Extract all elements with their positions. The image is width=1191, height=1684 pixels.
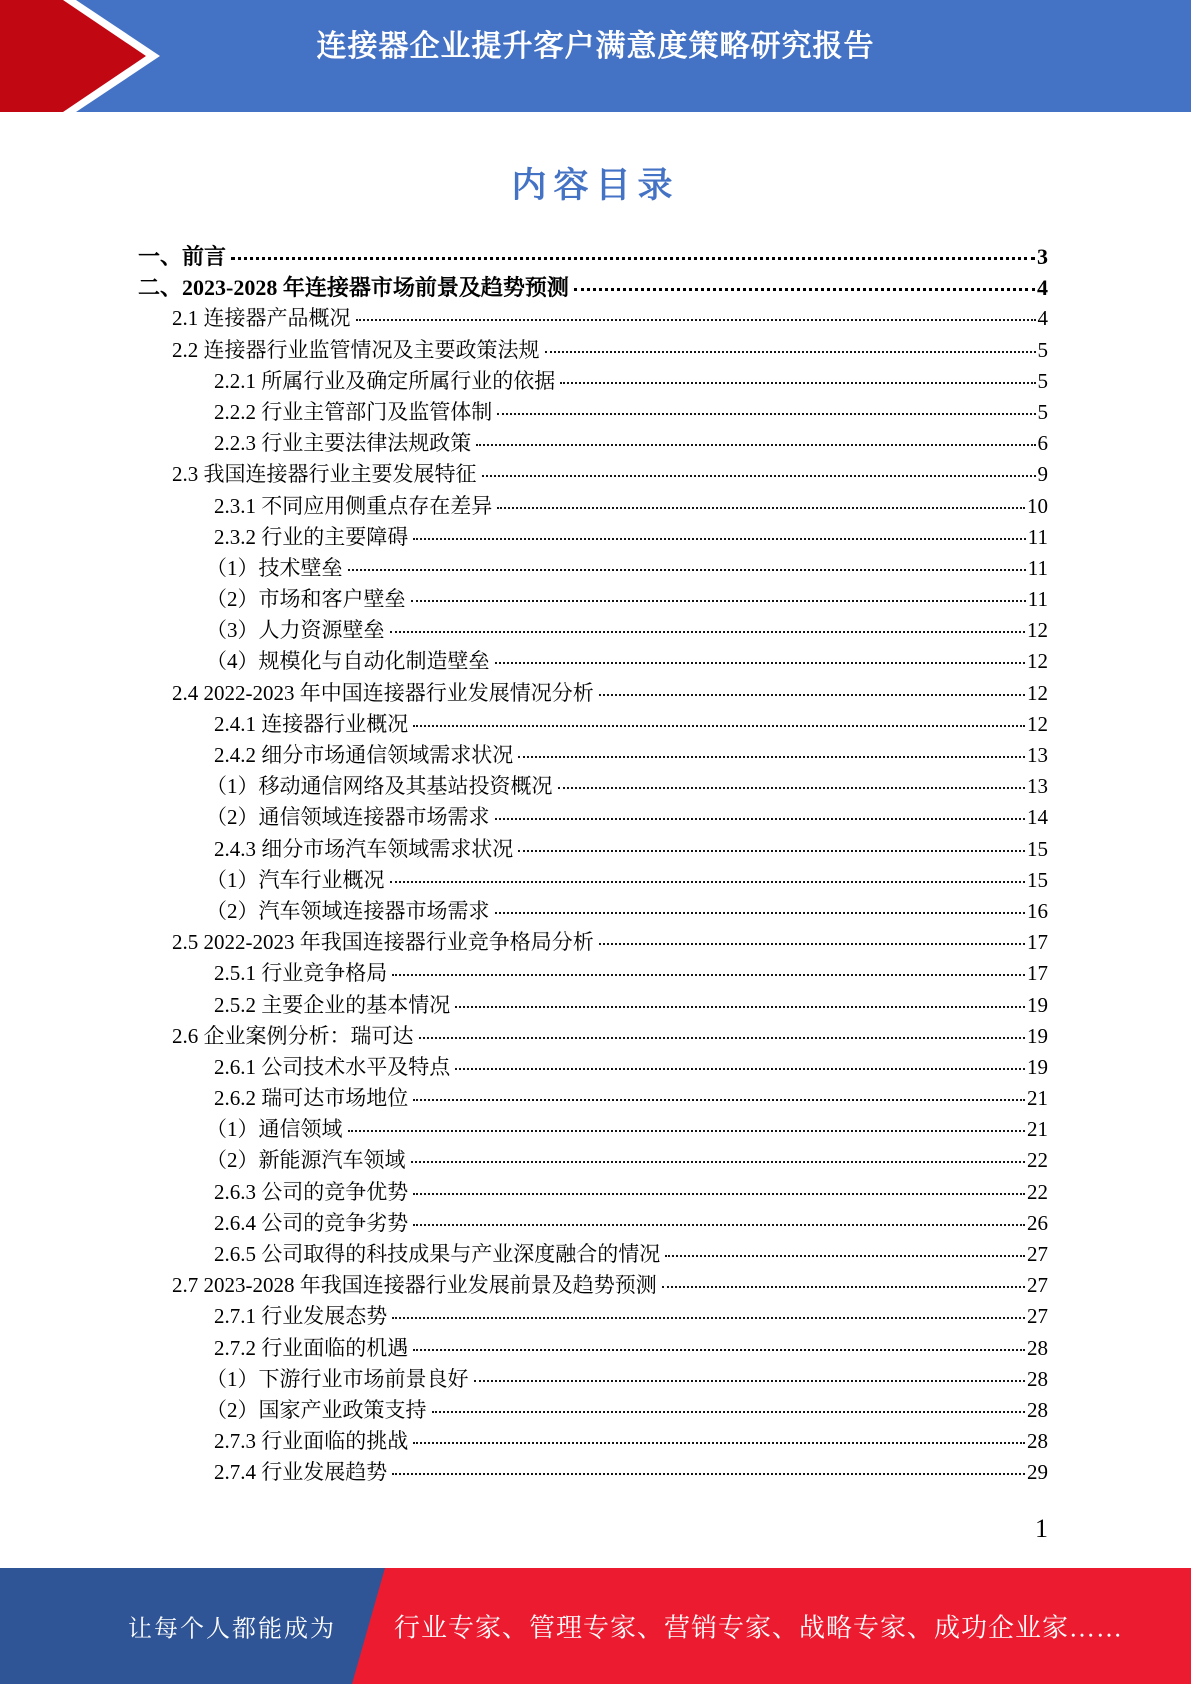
toc-page-number: 28 <box>1027 1335 1048 1360</box>
header-bar <box>0 0 1191 112</box>
toc-entry[interactable] <box>138 802 1048 833</box>
toc-page-number: 19 <box>1027 992 1048 1017</box>
toc-entry[interactable] <box>138 927 1048 958</box>
toc-entry-label: 2.7 2023-2028 年我国连接器行业发展前景及趋势预测 <box>172 1273 657 1298</box>
toc-leader-dots <box>599 943 1025 945</box>
toc-entry-label: 2.2.1 所属行业及确定所属行业的依据 <box>214 368 556 393</box>
toc-leader-dots <box>574 288 1035 291</box>
toc-page-number: 17 <box>1027 961 1048 986</box>
toc-entry[interactable] <box>138 553 1048 584</box>
toc-leader-dots <box>413 1442 1025 1444</box>
toc-entry[interactable] <box>138 335 1048 366</box>
toc-entry-label: （2）新能源汽车领域 <box>206 1148 406 1173</box>
toc-leader-dots <box>390 881 1026 883</box>
toc-leader-dots <box>413 538 1026 540</box>
toc-entry[interactable] <box>138 646 1048 677</box>
toc-entry-label: 2.6 企业案例分析：瑞可达 <box>172 1023 414 1048</box>
toc-entry-label: 2.4.1 连接器行业概况 <box>214 711 409 736</box>
toc-leader-dots <box>413 1349 1025 1351</box>
toc-entry[interactable] <box>138 459 1048 490</box>
toc-page-number: 14 <box>1027 805 1048 830</box>
toc-entry[interactable] <box>138 958 1048 989</box>
toc-entry-label: （4）规模化与自动化制造壁垒 <box>206 649 490 674</box>
toc-entry[interactable] <box>138 241 1048 272</box>
toc-entry-label: 2.3 我国连接器行业主要发展特征 <box>172 462 477 487</box>
toc-entry-label: 2.2 连接器行业监管情况及主要政策法规 <box>172 337 540 362</box>
toc-leader-dots <box>392 1473 1025 1475</box>
toc-entry-label: （3）人力资源壁垒 <box>206 618 385 643</box>
toc-entry-label: 2.4.2 细分市场通信领域需求状况 <box>214 743 514 767</box>
toc-entry[interactable] <box>138 615 1048 646</box>
toc-page-number: 28 <box>1027 1429 1048 1454</box>
toc-entry-label: 一、前言 <box>138 244 227 269</box>
toc-leader-dots <box>392 1317 1025 1319</box>
toc-page-number: 28 <box>1027 1366 1048 1391</box>
toc-page-number: 12 <box>1027 680 1048 705</box>
toc-entry-label: 2.5.1 行业竞争格局 <box>214 961 388 986</box>
toc-page-number: 21 <box>1027 1086 1048 1111</box>
toc-entry-label: （2）市场和客户壁垒 <box>206 587 406 612</box>
toc-leader-dots <box>348 1130 1026 1132</box>
toc-leader-dots <box>356 319 1036 321</box>
toc-page-number: 11 <box>1027 587 1048 612</box>
toc-page-number: 29 <box>1027 1460 1048 1485</box>
footer-slogan-left: 让每个人都能成为 <box>128 1616 336 1643</box>
toc-entry-label: 2.6.4 公司的竞争劣势 <box>214 1210 409 1235</box>
report-title: 连接器企业提升客户满意度策略研究报告 <box>316 30 875 63</box>
toc-leader-dots <box>495 818 1026 820</box>
toc-leader-dots <box>662 1286 1025 1288</box>
toc-leader-dots <box>231 257 1035 260</box>
toc-leader-dots <box>392 974 1025 976</box>
toc-entry[interactable] <box>138 1333 1048 1364</box>
toc-entry-label: 2.5.2 主要企业的基本情况 <box>214 992 451 1017</box>
toc-page-number: 13 <box>1027 743 1048 767</box>
toc-page-number: 5 <box>1037 368 1048 393</box>
toc-leader-dots <box>455 1006 1025 1008</box>
toc-page-number: 4 <box>1037 275 1048 301</box>
toc-page-number: 27 <box>1027 1242 1048 1266</box>
footer-band <box>0 1568 1191 1684</box>
toc-leader-dots <box>599 694 1025 696</box>
toc-entry-label: 2.7.4 行业发展趋势 <box>214 1460 388 1485</box>
toc-leader-dots <box>476 444 1035 446</box>
toc-entry[interactable] <box>138 865 1048 896</box>
toc-leader-dots <box>413 1224 1025 1226</box>
toc-page-number: 21 <box>1027 1117 1048 1142</box>
toc-page-number: 3 <box>1037 244 1048 269</box>
toc-page-number: 11 <box>1027 555 1048 580</box>
toc-page-number: 15 <box>1027 836 1048 861</box>
toc-entry[interactable] <box>138 740 1048 771</box>
toc-page-number: 11 <box>1027 524 1048 549</box>
toc-entry[interactable] <box>138 1083 1048 1114</box>
toc-page-number: 4 <box>1037 306 1048 331</box>
toc-list <box>138 241 1048 1489</box>
toc-entry-label: （1）下游行业市场前景良好 <box>206 1366 469 1391</box>
toc-entry[interactable] <box>138 522 1048 553</box>
toc-leader-dots <box>497 413 1035 415</box>
toc-entry[interactable] <box>138 428 1048 459</box>
toc-page-number: 15 <box>1027 867 1048 892</box>
toc-entry[interactable] <box>138 771 1048 802</box>
toc-entry[interactable] <box>138 834 1048 865</box>
toc-page-number: 19 <box>1027 1054 1048 1079</box>
toc-leader-dots <box>482 475 1036 477</box>
toc-entry-label: 2.5 2022-2023 年我国连接器行业竞争格局分析 <box>172 930 594 955</box>
toc-page-number: 28 <box>1027 1397 1048 1422</box>
toc-leader-dots <box>413 725 1025 727</box>
toc-leader-dots <box>390 631 1026 633</box>
toc-entry[interactable] <box>138 366 1048 397</box>
toc-entry[interactable] <box>138 1395 1048 1426</box>
toc-entry-label: （2）通信领域连接器市场需求 <box>206 805 490 830</box>
toc-leader-dots <box>348 569 1026 571</box>
toc-entry[interactable] <box>138 1364 1048 1395</box>
toc-page-number: 26 <box>1027 1210 1048 1235</box>
toc-leader-dots <box>411 600 1026 602</box>
toc-leader-dots <box>518 756 1025 758</box>
toc-entry[interactable] <box>138 1208 1048 1239</box>
toc-entry[interactable] <box>138 584 1048 615</box>
toc-entry-label: 2.7.1 行业发展态势 <box>214 1304 388 1329</box>
toc-entry[interactable] <box>138 1114 1048 1145</box>
toc-entry-label: 2.6.5 公司取得的科技成果与产业深度融合的情况 <box>214 1242 661 1266</box>
toc-page-number: 27 <box>1027 1304 1048 1329</box>
toc-leader-dots <box>560 382 1035 384</box>
toc-leader-dots <box>455 1068 1025 1070</box>
toc-page-number: 17 <box>1027 930 1048 955</box>
toc-entry-label: 2.3.2 行业的主要障碍 <box>214 524 409 549</box>
toc-page-number: 5 <box>1037 399 1048 424</box>
page-title: 内容目录 <box>511 166 680 205</box>
toc-page-number: 9 <box>1037 462 1048 487</box>
toc-entry[interactable] <box>138 1052 1048 1083</box>
toc-page-number: 12 <box>1027 711 1048 736</box>
footer-slogan-right: 行业专家、管理专家、营销专家、战略专家、成功企业家…… <box>394 1613 1124 1643</box>
toc-entry[interactable] <box>138 1177 1048 1208</box>
toc-page-number: 12 <box>1027 649 1048 674</box>
toc-entry[interactable] <box>138 709 1048 740</box>
toc-page-number: 10 <box>1027 493 1048 518</box>
toc-page-number: 13 <box>1027 774 1048 799</box>
toc-entry-label: （1）移动通信网络及其基站投资概况 <box>206 774 553 799</box>
toc-entry-label: 二、2023-2028 年连接器市场前景及趋势预测 <box>138 275 569 301</box>
toc-page-number: 5 <box>1037 337 1048 362</box>
toc-entry[interactable] <box>138 1301 1048 1332</box>
toc-entry-label: 2.6.1 公司技术水平及特点 <box>214 1054 451 1079</box>
toc-entry[interactable] <box>138 896 1048 927</box>
toc-entry-label: （1）汽车行业概况 <box>206 867 385 892</box>
toc-entry[interactable] <box>138 1457 1048 1488</box>
toc-leader-dots <box>495 912 1026 914</box>
toc-leader-dots <box>665 1255 1025 1257</box>
toc-entry[interactable] <box>138 1270 1048 1301</box>
toc-leader-dots <box>432 1411 1026 1413</box>
toc-page-number: 22 <box>1027 1179 1048 1204</box>
toc-page-number: 6 <box>1037 431 1048 456</box>
page-number-label: 1 <box>1035 1514 1048 1543</box>
toc-leader-dots <box>413 1193 1025 1195</box>
toc-entry-label: 2.7.3 行业面临的挑战 <box>214 1429 409 1454</box>
toc-leader-dots <box>518 850 1025 852</box>
toc-leader-dots <box>413 1099 1025 1101</box>
toc-entry-label: （2）国家产业政策支持 <box>206 1397 427 1422</box>
toc-entry-label: 2.2.3 行业主要法律法规政策 <box>214 431 472 456</box>
toc-entry-label: 2.2.2 行业主管部门及监管体制 <box>214 399 493 424</box>
toc-entry-label: 2.1 连接器产品概况 <box>172 306 351 331</box>
toc-entry-label: 2.4.3 细分市场汽车领域需求状况 <box>214 836 514 861</box>
toc-leader-dots <box>495 662 1026 664</box>
toc-entry[interactable] <box>138 990 1048 1021</box>
toc-leader-dots <box>411 1161 1026 1163</box>
toc-page-number: 19 <box>1027 1023 1048 1048</box>
toc-entry-label: 2.3.1 不同应用侧重点存在差异 <box>214 493 493 518</box>
toc-entry-label: 2.4 2022-2023 年中国连接器行业发展情况分析 <box>172 680 594 705</box>
toc-page-number: 22 <box>1027 1148 1048 1173</box>
toc-entry[interactable] <box>138 1021 1048 1052</box>
toc-leader-dots <box>497 507 1025 509</box>
toc-leader-dots <box>474 1380 1026 1382</box>
toc-entry-label: 2.7.2 行业面临的机遇 <box>214 1335 409 1360</box>
toc-leader-dots <box>419 1037 1026 1039</box>
toc-leader-dots <box>545 351 1036 353</box>
toc-page-number: 12 <box>1027 618 1048 643</box>
toc-entry[interactable] <box>138 1145 1048 1176</box>
toc-entry[interactable] <box>138 678 1048 709</box>
toc-entry[interactable] <box>138 397 1048 428</box>
toc-entry-label: （1）技术壁垒 <box>206 555 343 580</box>
toc-leader-dots <box>558 787 1026 789</box>
toc-entry[interactable] <box>138 491 1048 522</box>
toc-page-number: 16 <box>1027 898 1048 923</box>
toc-entry-label: 2.6.2 瑞可达市场地位 <box>214 1086 409 1111</box>
toc-entry[interactable] <box>138 1239 1048 1270</box>
toc-entry[interactable] <box>138 303 1048 334</box>
toc-entry[interactable] <box>138 1426 1048 1457</box>
toc-page-number: 27 <box>1027 1273 1048 1298</box>
toc-entry-label: （1）通信领域 <box>206 1117 343 1142</box>
toc-entry-label: （2）汽车领域连接器市场需求 <box>206 898 490 923</box>
toc-entry[interactable] <box>138 272 1048 303</box>
toc-entry-label: 2.6.3 公司的竞争优势 <box>214 1179 409 1204</box>
